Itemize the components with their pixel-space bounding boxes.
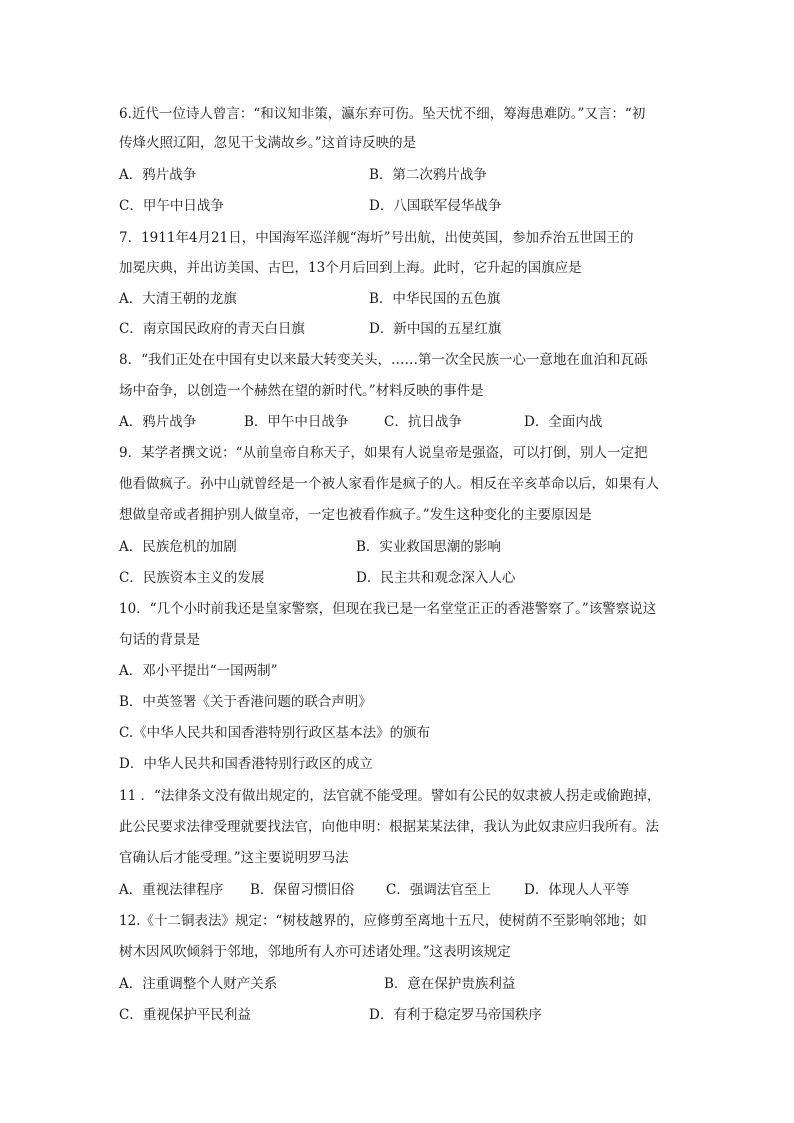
question-11-line-1: 11 ．“法律条文没有做出规定的，法官就不能受理。譬如有公民的奴隶被人拐走或偷跑掉，	[119, 788, 661, 804]
question-9-line-1: 9．某学者撰文说：“从前皇帝自称天子，如果有人说皇帝是强盗，可以打倒，别人一定把	[119, 445, 648, 461]
question-11-option-c: C．强调法官至上	[386, 882, 491, 898]
question-11-line-2: 此公民要求法律受理就要找法官，向他申明：根据某某法律，我认为此奴隶应归我所有。法	[119, 819, 659, 835]
question-7-option-c: C．南京国民政府的青天白日旗	[119, 321, 305, 337]
question-7-option-a: A．大清王朝的龙旗	[119, 291, 237, 307]
question-12-option-c: C．重视保护平民利益	[119, 1007, 251, 1023]
question-11-option-a: A．重视法律程序	[119, 882, 224, 898]
question-10-option-a: A．邓小平提出“一国两制”	[119, 663, 278, 679]
question-6-line-1: 6.近代一位诗人曾言：“和议知非策，瀛东弃可伤。坠天忧不细，筹海患难防。”又言：“初	[119, 106, 646, 122]
question-10-line-2: 句话的背景是	[119, 632, 200, 648]
question-12-option-d: D．有利于稳定罗马帝国秩序	[369, 1007, 542, 1023]
question-10-option-d: D．中华人民共和国香港特别行政区的成立	[119, 756, 373, 772]
question-7-option-d: D．新中国的五星红旗	[369, 321, 502, 337]
question-6-option-a: A．鸦片战争	[119, 167, 197, 183]
question-9-line-3: 想做皇帝或者拥护别人做皇帝，一定也被看作疯子。”发生这种变化的主要原因是	[119, 507, 592, 523]
question-6-option-b: B．第二次鸦片战争	[369, 167, 487, 183]
question-12-option-a: A．注重调整个人财产关系	[119, 976, 278, 992]
question-9-option-a: A．民族危机的加剧	[119, 539, 237, 555]
question-10-option-c: C.《中华人民共和国香港特别行政区基本法》的颁布	[119, 725, 431, 741]
question-9-option-c: C．民族资本主义的发展	[119, 570, 265, 586]
question-9-line-2: 他看做疯子。孙中山就曾经是一个被人家看作是疯子的人。相反在辛亥革命以后，如果有人	[119, 476, 659, 492]
question-12-line-1: 12.《十二铜表法》规定：“树枝越界的，应修剪至离地十五尺，使树荫不至影响邻地；如	[119, 913, 647, 929]
question-8-line-1: 8．“我们正处在中国有史以来最大转变关头，……第一次全民族一心一意地在血泊和瓦砾	[119, 352, 648, 368]
question-11-option-d: D．体现人人平等	[524, 882, 630, 898]
question-6-option-d: D．八国联军侵华战争	[369, 198, 502, 214]
question-12-option-b: B．意在保护贵族利益	[384, 976, 516, 992]
question-12-line-2: 树木因风吹倾斜于邻地，邻地所有人亦可述诸处理。”这表明该规定	[119, 944, 511, 960]
question-9-option-d: D．民主共和观念深入人心	[356, 570, 516, 586]
question-7-option-b: B．中华民国的五色旗	[369, 291, 501, 307]
question-8-option-d: D．全面内战	[524, 414, 603, 430]
question-6-option-c: C．甲午中日战争	[119, 198, 224, 214]
question-8-option-b: B．甲午中日战争	[244, 414, 349, 430]
question-10-option-b: B．中英签署《关于香港问题的联合声明》	[119, 694, 372, 710]
question-9-option-b: B．实业救国思潮的影响	[356, 539, 501, 555]
question-10-line-1: 10．“几个小时前我还是皇家警察，但现在我已是一名堂堂正正的香港警察了。”该警察说这	[119, 601, 657, 617]
question-11-option-b: B．保留习惯旧俗	[250, 882, 355, 898]
question-8-line-2: 场中奋争，以创造一个赫然在望的新时代。”材料反映的事件是	[119, 383, 484, 399]
question-8-option-a: A．鸦片战争	[119, 414, 197, 430]
question-7-line-1: 7．1911年4月21日，中国海军巡洋舰“海圻”号出航，出使英国，参加乔治五世国王的	[119, 230, 634, 246]
question-7-line-2: 加冕庆典，并出访美国、古巴，13个月后回到上海。此时，它升起的国旗应是	[119, 260, 582, 276]
question-11-line-3: 官确认后才能受理。”这主要说明罗马法	[119, 850, 349, 866]
question-8-option-c: C．抗日战争	[384, 414, 462, 430]
question-6-line-2: 传烽火照辽阳，忽见干戈满故乡。”这首诗反映的是	[119, 135, 417, 151]
